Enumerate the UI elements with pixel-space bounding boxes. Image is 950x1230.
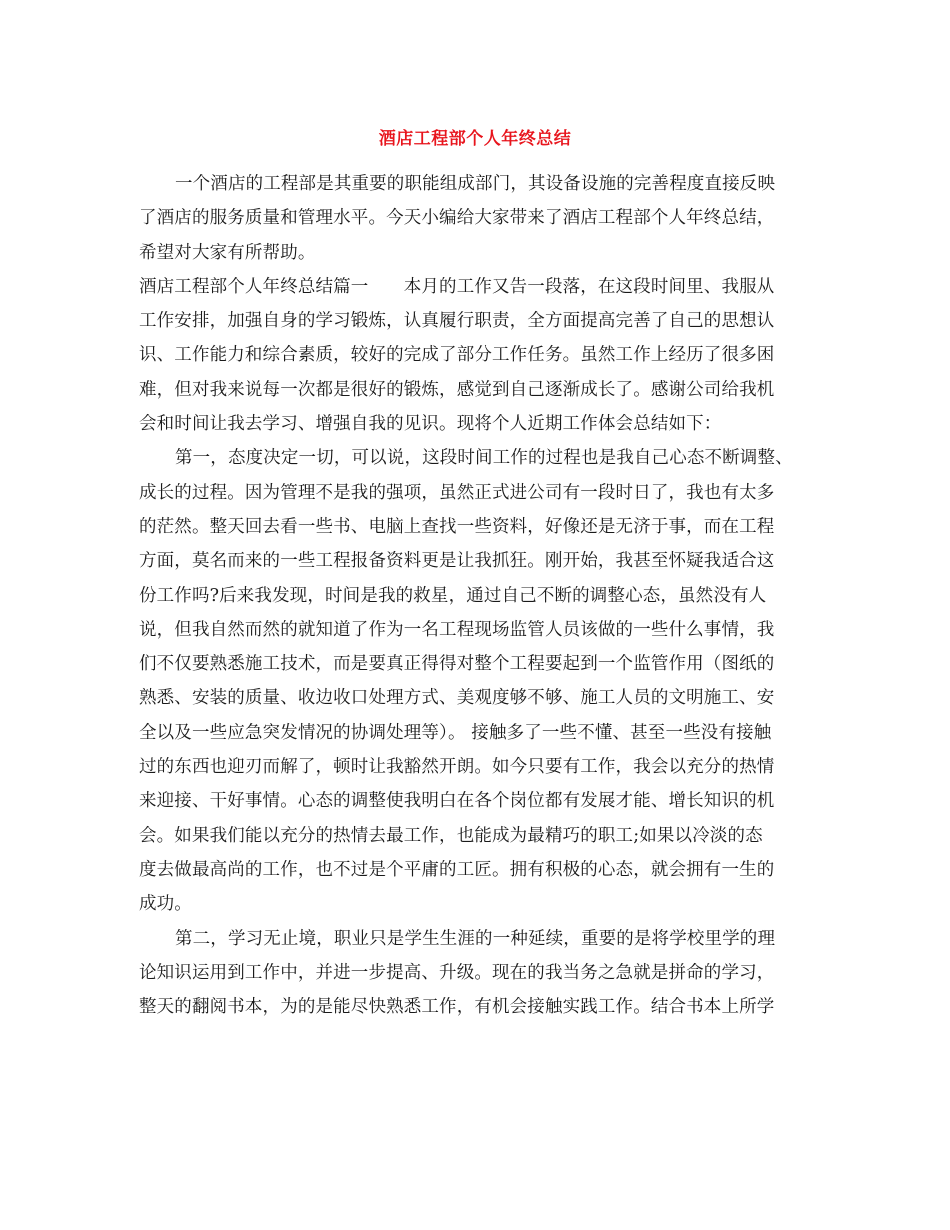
text-line: 份工作吗?后来我发现，时间是我的救星，通过自己不断的调整心态，虽然没有人: [139, 585, 767, 606]
document-title: 酒店工程部个人年终总结: [378, 129, 572, 149]
text-line: 会。如果我们能以充分的热情去最工作，也能成为最精巧的职工;如果以冷淡的态: [139, 825, 763, 846]
text-line: 全以及一些应急突发情况的协调处理等）。 接触多了一些不懂、甚至一些没有接触: [139, 722, 772, 743]
text-line: 熟悉、安装的质量、收边收口处理方式、美观度够不够、施工人员的文明施工、安: [139, 688, 775, 709]
text-line: 第一，态度决定一切，可以说，这段时间工作的过程也是我自己心态不断调整、: [175, 448, 793, 469]
text-line: 难，但对我来说每一次都是很好的锻炼，感觉到自己逐渐成长了。感谢公司给我机: [139, 379, 775, 400]
text-line: 了酒店的服务质量和管理水平。今天小编给大家带来了酒店工程部个人年终总结，: [139, 208, 775, 229]
text-line: 过的东西也迎刃而解了，顿时让我豁然开朗。如今只要有工作，我会以充分的热情: [139, 757, 775, 778]
text-line: 说，但我自然而然的就知道了作为一名工程现场监管人员该做的一些什么事情，我: [139, 619, 775, 640]
text-line: 的茫然。整天回去看一些书、电脑上查找一些资料，好像还是无济于事，而在工程: [139, 516, 775, 537]
text-line: 论知识运用到工作中，并进一步提高、升级。现在的我当务之急就是拼命的学习，: [139, 962, 775, 983]
text-line: 希望对大家有所帮助。: [139, 242, 316, 263]
section-heading-line: 酒店工程部个人年终总结篇一 本月的工作又告一段落，在这段时间里、我服从: [139, 276, 775, 297]
text-line: 第二，学习无止境，职业只是学生生涯的一种延续，重要的是将学校里学的理: [175, 928, 776, 949]
text-line: 们不仅要熟悉施工技术，而是要真正得得对整个工程要起到一个监管作用（图纸的: [139, 654, 775, 675]
text-line: 度去做最高尚的工作，也不过是个平庸的工匠。拥有积极的心态，就会拥有一生的: [139, 859, 775, 880]
document-body: [139, 167, 815, 1024]
text-line: 成功。: [139, 894, 192, 915]
text-line: 识、工作能力和综合素质，较好的完成了部分工作任务。虽然工作上经历了很多困: [139, 345, 775, 366]
text-line: 来迎接、干好事情。心态的调整使我明白在各个岗位都有发展才能、增长知识的机: [139, 791, 775, 812]
text-line: 工作安排，加强自身的学习锻炼，认真履行职责，全方面提高完善了自己的思想认: [139, 311, 775, 332]
text-line: 会和时间让我去学习、增强自我的见识。现将个人近期工作体会总结如下：: [139, 414, 722, 435]
text-line: 整天的翻阅书本，为的是能尽快熟悉工作，有机会接触实践工作。结合书本上所学: [139, 997, 775, 1018]
text-line: 一个酒店的工程部是其重要的职能组成部门，其设备设施的完善程度直接反映: [175, 174, 776, 194]
text-line: 方面，莫名而来的一些工程报备资料更是让我抓狂。刚开始，我甚至怀疑我适合这: [139, 551, 775, 572]
text-line: 成长的过程。因为管理不是我的强项，虽然正式进公司有一段时日了，我也有太多: [139, 482, 775, 503]
